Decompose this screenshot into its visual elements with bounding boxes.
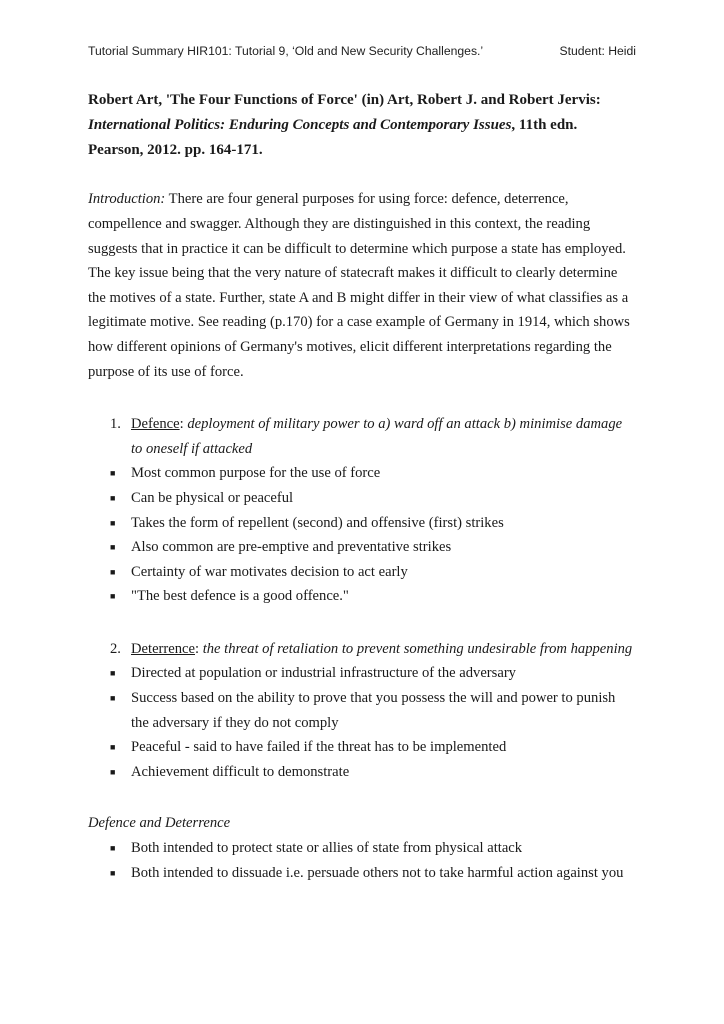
citation-authors: Robert Art, 'The Four Functions of Force' (in) Art, Robert J. and Robert Jervis:	[88, 92, 601, 108]
list-item-text: Success based on the ability to prove that you possess the will and power to punish the adversary if they do not comply	[131, 690, 616, 731]
section-heading	[88, 637, 636, 662]
section-separator: :	[179, 416, 188, 433]
subheading-text: Defence and Deterrence	[88, 815, 231, 832]
bullet-list	[88, 461, 636, 609]
list-item	[88, 511, 636, 536]
list-item-text: Both intended to dissuade i.e. persuade others not to take harmful action against you	[131, 864, 624, 881]
list-item	[88, 861, 636, 886]
citation	[88, 88, 636, 162]
list-item	[88, 560, 636, 585]
list-item	[88, 535, 636, 560]
section-number: 1.	[110, 416, 121, 433]
bullet-square-icon: ■	[110, 591, 116, 602]
list-item-text: Most common purpose for the use of force	[131, 465, 381, 482]
section-term: Defence	[131, 416, 180, 433]
list-item	[88, 686, 636, 735]
document-body	[88, 88, 636, 885]
list-item	[88, 486, 636, 511]
list-item	[88, 461, 636, 486]
list-item-text: Peaceful - said to have failed if the threat has to be implemented	[131, 739, 507, 756]
section-separator: :	[195, 640, 203, 657]
bullet-square-icon: ■	[110, 517, 116, 528]
section-number: 2.	[110, 640, 121, 657]
bullet-square-icon: ■	[110, 468, 116, 479]
list-item-text: Certainty of war motivates decision to act early	[131, 563, 408, 580]
header-course-title: Tutorial Summary HIR101: Tutorial 9, ‘Old and New Security Challenges.’	[88, 44, 484, 58]
bullet-square-icon: ■	[110, 542, 116, 553]
bullet-square-icon: ■	[110, 766, 116, 777]
list-item-text: Takes the form of repellent (second) and offensive (first) strikes	[131, 514, 504, 531]
list-item-text: Both intended to protect state or allies of state from physical attack	[131, 840, 523, 857]
list-item-text: Also common are pre-emptive and preventative strikes	[131, 539, 452, 556]
section-term: Deterrence	[131, 640, 195, 657]
list-item-text: Directed at population or industrial infrastructure of the adversary	[131, 665, 516, 682]
list-item-text: "The best defence is a good offence."	[131, 588, 349, 605]
citation-book-title: International Politics: Enduring Concepts and Contemporary Issues	[88, 116, 512, 133]
defence-and-deterrence-heading	[88, 811, 636, 836]
bullet-square-icon: ■	[110, 566, 116, 577]
introduction-text: There are four general purposes for using force: defence, deterrence, compellence and swagger. Although they are distinguished in this context, the reading suggests that in practice it can be difficult to determine which purpose a state has employed. The key issue being that the very nature of statecraft makes it difficult to clearly determine the motives of a state. Further, state A and B might differ in their view of what classifies as a legitimate motive. See reading (p.170) for a case example of Germany in 1914, which shows how different opinions of Germany's motives, elicit different interpretations regarding the purpose of its use of force.	[88, 191, 630, 380]
running-header	[88, 44, 636, 62]
introduction-label: Introduction:	[88, 191, 166, 208]
introduction-paragraph	[88, 187, 636, 384]
bullet-list	[88, 661, 636, 784]
bullet-square-icon: ■	[110, 693, 116, 704]
list-item	[88, 584, 636, 609]
section-heading	[88, 412, 636, 461]
bullet-square-icon: ■	[110, 742, 116, 753]
bullet-square-icon: ■	[110, 867, 116, 878]
bullet-square-icon: ■	[110, 843, 116, 854]
list-item	[88, 735, 636, 760]
bullet-square-icon: ■	[110, 492, 116, 503]
section-defence	[88, 412, 636, 609]
section-deterrence	[88, 637, 636, 785]
list-item	[88, 836, 636, 861]
list-item	[88, 760, 636, 785]
bullet-list	[88, 836, 636, 885]
bullet-square-icon: ■	[110, 668, 116, 679]
list-item-text: Achievement difficult to demonstrate	[131, 763, 350, 780]
citation-publication: , 11th edn. Pearson, 2012. pp. 164-171.	[88, 116, 578, 158]
section-definition: deployment of military power to a) ward off an attack b) minimise damage to oneself if attacked	[131, 416, 623, 457]
header-student-name: Student: Heidi	[559, 44, 636, 58]
list-item	[88, 661, 636, 686]
list-item-text: Can be physical or peaceful	[131, 489, 294, 506]
section-definition: the threat of retaliation to prevent something undesirable from happening	[202, 640, 633, 657]
